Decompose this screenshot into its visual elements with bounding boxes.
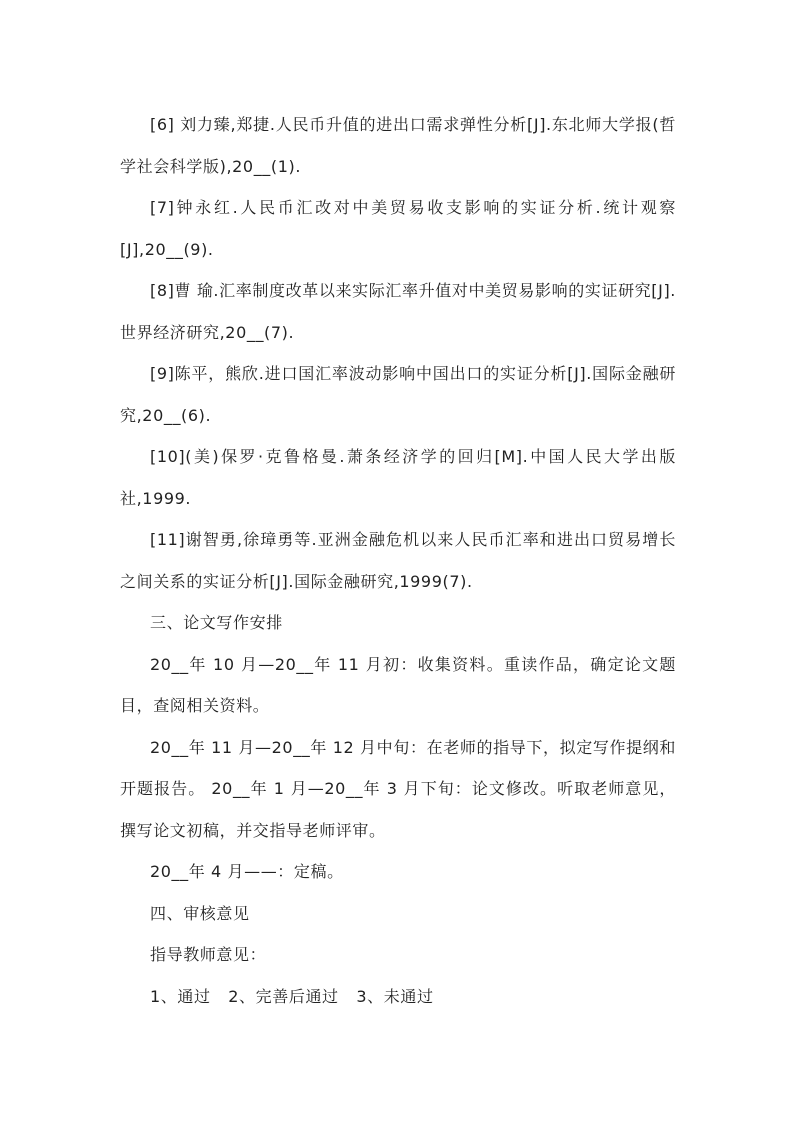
reference-9: [9]陈平，熊欣.进口国汇率波动影响中国出口的实证分析[J].国际金融研究,20__(6). bbox=[120, 364, 676, 425]
option-pass: 1、通过 bbox=[150, 986, 211, 1006]
reference-10: [10](美)保罗·克鲁格曼.萧条经济学的回归[M].中国人民大学出版社,1999. bbox=[120, 447, 676, 508]
schedule-item-2: 20__年 11 月—20__年 12 月中旬：在老师的指导下，拟定写作提纲和开题报告。 20__年 1 月—20__年 3 月下旬：论文修改。听取老师意见，撰写论文初稿，并交指导老师评审。 bbox=[120, 737, 676, 840]
reference-6: [6] 刘力臻,郑捷.人民币升值的进出口需求弹性分析[J].东北师大学报(哲学社会科学版),20__(1). bbox=[120, 115, 676, 176]
section-heading-writing-schedule: 三、论文写作安排 bbox=[150, 613, 283, 632]
reference-7: [7]钟永红.人民币汇改对中美贸易收支影响的实证分析.统计观察[J],20__(9). bbox=[120, 198, 676, 259]
schedule-item-1: 20__年 10 月—20__年 11 月初：收集资料。重读作品，确定论文题目，查阅相关资料。 bbox=[120, 654, 676, 715]
document-body bbox=[120, 104, 676, 1017]
option-fail: 3、未通过 bbox=[356, 986, 434, 1006]
schedule-item-3: 20__年 4 月——：定稿。 bbox=[150, 862, 344, 881]
review-options bbox=[120, 976, 676, 1018]
section-heading-review: 四、审核意见 bbox=[150, 903, 250, 923]
advisor-opinion-label: 指导教师意见： bbox=[150, 945, 267, 964]
reference-11: [11]谢智勇,徐璋勇等.亚洲金融危机以来人民币汇率和进出口贸易增长之间关系的实证分析[J].国际金融研究,1999(7). bbox=[120, 530, 676, 591]
reference-8: [8]曹 瑜.汇率制度改革以来实际汇率升值对中美贸易影响的实证研究[J].世界经济研究,20__(7). bbox=[120, 281, 676, 342]
option-pass-after-revision: 2、完善后通过 bbox=[228, 986, 339, 1006]
